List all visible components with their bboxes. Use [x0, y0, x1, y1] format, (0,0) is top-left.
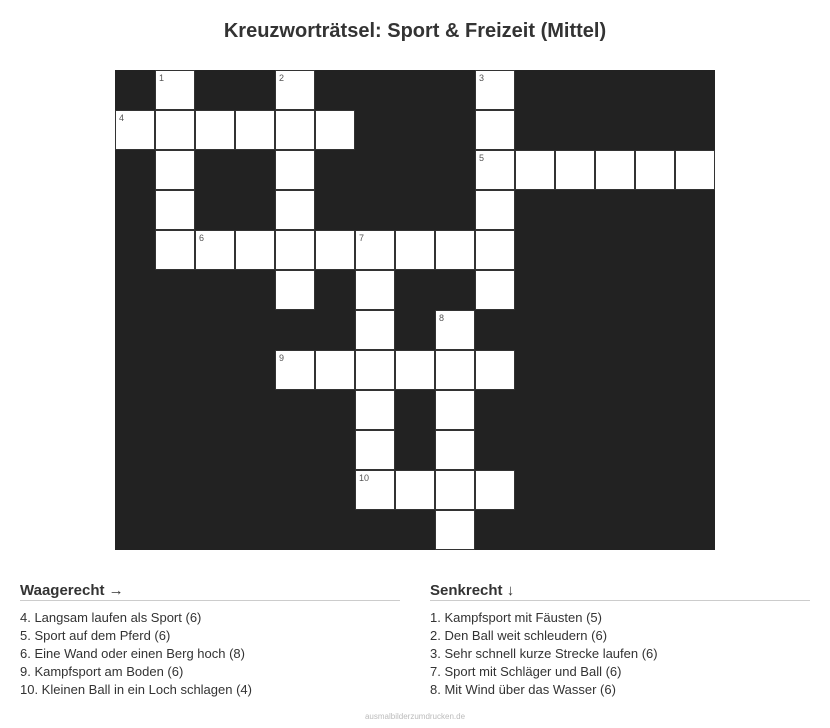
- down-clue: 2. Den Ball weit schleudern (6): [430, 628, 608, 643]
- crossword-cell[interactable]: [155, 190, 195, 230]
- crossword-cell[interactable]: [275, 350, 315, 390]
- crossword-cell[interactable]: [275, 110, 315, 150]
- crossword-cell[interactable]: [115, 110, 155, 150]
- crossword-cell[interactable]: [155, 150, 195, 190]
- clue-number: 7: [359, 233, 365, 243]
- clue-number: 6: [199, 233, 205, 243]
- crossword-cell[interactable]: [435, 510, 475, 550]
- crossword-cell[interactable]: [155, 230, 195, 270]
- across-clue: 9. Kampfsport am Boden (6): [20, 664, 184, 679]
- crossword-grid: [115, 70, 715, 550]
- across-clues: [20, 582, 400, 699]
- crossword-cell[interactable]: [235, 110, 275, 150]
- crossword-cell[interactable]: [275, 150, 315, 190]
- clue-number: 2: [279, 73, 285, 83]
- crossword-cell[interactable]: [515, 150, 555, 190]
- crossword-cell[interactable]: [235, 230, 275, 270]
- crossword-cell[interactable]: [275, 190, 315, 230]
- crossword-cell[interactable]: [435, 430, 475, 470]
- across-heading: Waagerecht →: [20, 582, 400, 601]
- crossword-cell[interactable]: [355, 230, 395, 270]
- down-clue: 1. Kampfsport mit Fäusten (5): [430, 610, 602, 625]
- crossword-cell[interactable]: [475, 190, 515, 230]
- crossword-cell[interactable]: [315, 350, 355, 390]
- across-clue: 6. Eine Wand oder einen Berg hoch (8): [20, 646, 245, 661]
- crossword-cell[interactable]: [435, 350, 475, 390]
- down-clue: 8. Mit Wind über das Wasser (6): [430, 682, 616, 697]
- crossword-cell[interactable]: [275, 230, 315, 270]
- crossword-cell[interactable]: [315, 110, 355, 150]
- clue-number: 4: [119, 113, 125, 123]
- crossword-cell[interactable]: [435, 310, 475, 350]
- crossword-cell[interactable]: [475, 70, 515, 110]
- crossword-cell[interactable]: [355, 310, 395, 350]
- crossword-cell[interactable]: [595, 150, 635, 190]
- across-clue: 4. Langsam laufen als Sport (6): [20, 610, 202, 625]
- crossword-cell[interactable]: [435, 230, 475, 270]
- crossword-cell[interactable]: [555, 150, 595, 190]
- crossword-cell[interactable]: [435, 470, 475, 510]
- down-clues: [430, 582, 810, 699]
- crossword-cell[interactable]: [155, 110, 195, 150]
- crossword-cell[interactable]: [355, 430, 395, 470]
- crossword-cell[interactable]: [475, 230, 515, 270]
- crossword-cell[interactable]: [355, 350, 395, 390]
- crossword-cell[interactable]: [155, 70, 195, 110]
- crossword-cell[interactable]: [275, 70, 315, 110]
- crossword-cell[interactable]: [395, 470, 435, 510]
- clue-number: 9: [279, 353, 285, 363]
- crossword-cell[interactable]: [395, 350, 435, 390]
- crossword-cell[interactable]: [275, 270, 315, 310]
- crossword-cell[interactable]: [475, 470, 515, 510]
- footer-watermark: ausmalbilderzumdrucken.de: [364, 712, 466, 721]
- crossword-cell[interactable]: [355, 390, 395, 430]
- clue-number: 3: [479, 73, 485, 83]
- down-heading: Senkrecht ↓: [430, 582, 810, 601]
- crossword-cell[interactable]: [635, 150, 675, 190]
- clue-number: 5: [479, 153, 485, 163]
- crossword-cell[interactable]: [355, 470, 395, 510]
- crossword-cell[interactable]: [315, 230, 355, 270]
- crossword-cell[interactable]: [395, 230, 435, 270]
- page-title: Kreuzworträtsel: Sport & Freizeit (Mittel): [223, 20, 607, 42]
- crossword-cell[interactable]: [195, 230, 235, 270]
- crossword-cell[interactable]: [475, 270, 515, 310]
- crossword-cell[interactable]: [475, 110, 515, 150]
- clue-number: 1: [159, 73, 165, 83]
- across-clue: 10. Kleinen Ball in ein Loch schlagen (4): [20, 682, 252, 697]
- crossword-cell[interactable]: [195, 110, 235, 150]
- crossword-cell[interactable]: [675, 150, 715, 190]
- clue-number: 8: [439, 313, 445, 323]
- down-clue: 7. Sport mit Schläger und Ball (6): [430, 664, 622, 679]
- crossword-cell[interactable]: [475, 350, 515, 390]
- crossword-cell[interactable]: [355, 270, 395, 310]
- clue-number: 10: [359, 473, 370, 483]
- crossword-cell[interactable]: [475, 150, 515, 190]
- across-clue: 5. Sport auf dem Pferd (6): [20, 628, 171, 643]
- down-clue: 3. Sehr schnell kurze Strecke laufen (6): [430, 646, 658, 661]
- crossword-cell[interactable]: [435, 390, 475, 430]
